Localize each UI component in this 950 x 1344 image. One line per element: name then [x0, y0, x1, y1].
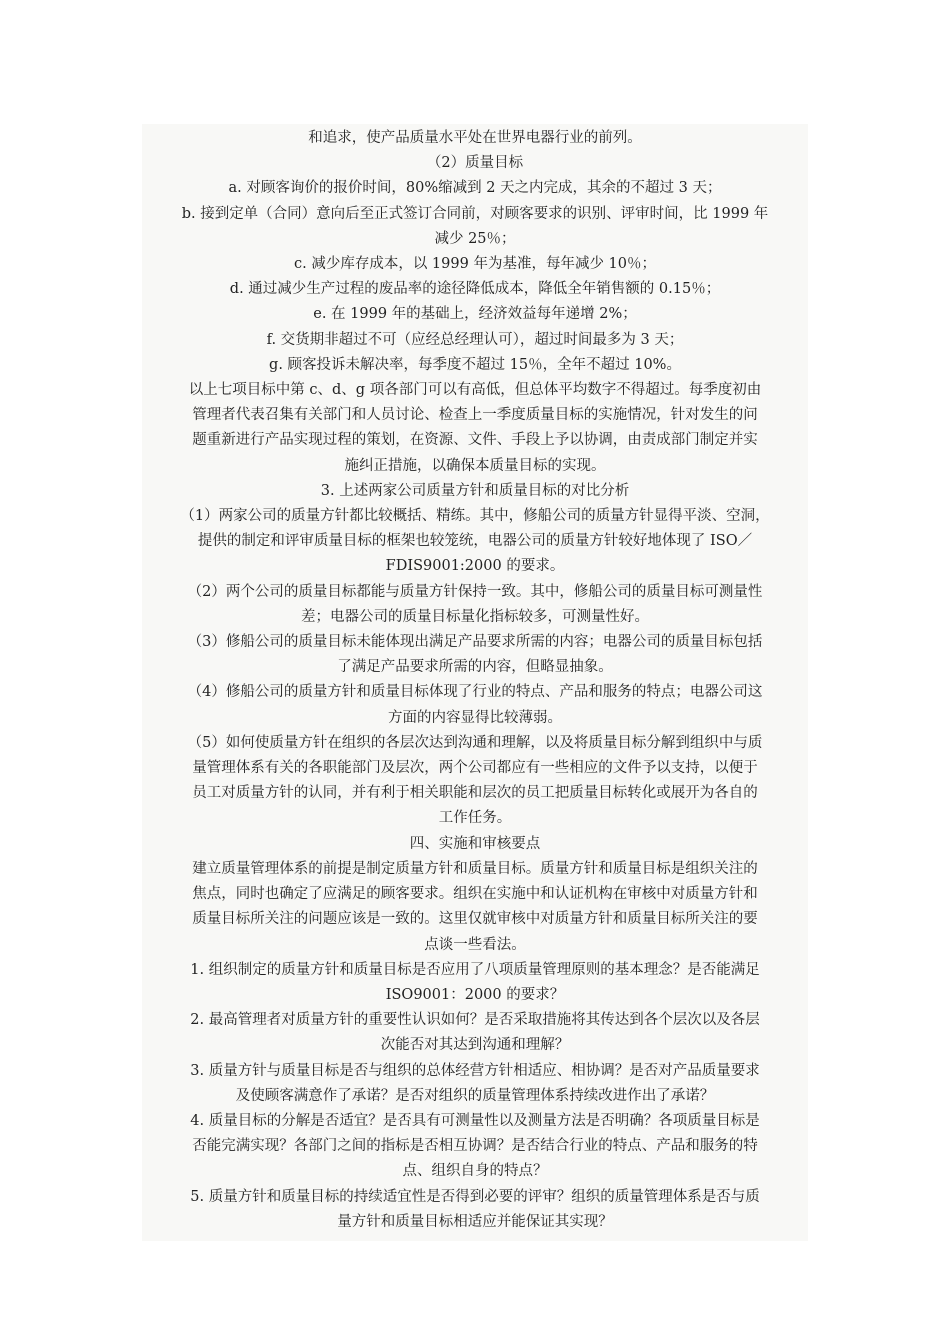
- text-line: 施纠正措施，以确保本质量目标的实现。: [344, 457, 606, 474]
- text-line: 次能否对其达到沟通和理解？: [380, 1037, 570, 1054]
- text-line: 4. 质量目标的分解是否适宜？是否具有可测量性以及测量方法是否明确？各项质量目标是: [190, 1112, 760, 1129]
- text-line: （3）修船公司的质量目标未能体现出满足产品要求所需的内容；电器公司的质量目标包括: [187, 634, 763, 651]
- text-line: 建立质量管理体系的前提是制定质量方针和质量目标。质量方针和质量目标是组织关注的: [192, 860, 758, 877]
- text-line: e. 在 1999 年的基础上，经济效益每年递增 2%；: [313, 306, 637, 323]
- text-line: 量方针和质量目标相适应并能保证其实现？: [337, 1213, 613, 1230]
- text-line: 点谈一些看法。: [424, 936, 526, 953]
- text-line: a. 对顾客询价的报价时间，80%缩减到 2 天之内完成，其余的不超过 3 天；: [228, 180, 722, 197]
- text-line: FDIS9001:2000 的要求。: [385, 558, 565, 575]
- text-line: （2）质量目标: [426, 155, 524, 172]
- text-line: 四、实施和审核要点: [409, 835, 541, 852]
- text-line: 减少 25％；: [434, 230, 516, 247]
- text-line: c. 减少库存成本，以 1999 年为基准，每年减少 10％；: [293, 256, 657, 273]
- text-line: 方面的内容显得比较薄弱。: [388, 709, 562, 726]
- text-line: 管理者代表召集有关部门和人员讨论、检查上一季度质量目标的实施情况，针对发生的问: [192, 407, 758, 424]
- text-line: 否能完满实现？各部门之间的指标是否相互协调？是否结合行业的特点、产品和服务的特: [192, 1138, 758, 1155]
- text-line: 量管理体系有关的各职能部门及层次，两个公司都应有一些相应的文件予以支持，以便于: [192, 760, 758, 777]
- text-line: b. 接到定单（合同）意向后至正式签订合同前，对顾客要求的识别、评审时间，比 1999 年: [181, 205, 769, 222]
- text-line: 5. 质量方针和质量目标的持续适宜性是否得到必要的评审？组织的质量管理体系是否与质: [190, 1188, 760, 1205]
- text-line: d. 通过减少生产过程的废品率的途径降低成本，降低全年销售额的 0.15％；: [229, 281, 721, 298]
- text-line: （4）修船公司的质量方针和质量目标体现了行业的特点、产品和服务的特点；电器公司这: [187, 684, 763, 701]
- text-line: 以上七项目标中第 c、d、g 项各部门可以有高低，但总体平均数字不得超过。每季度初由: [188, 382, 762, 399]
- text-line: 2. 最高管理者对质量方针的重要性认识如何？是否采取措施将其传达到各个层次以及各层: [190, 1012, 760, 1029]
- text-line: f. 交货期非超过不可（应经总经理认可），超过时间最多为 3 天；: [266, 331, 684, 348]
- text-line: 员工对质量方针的认同，并有利于相关职能和层次的员工把质量目标转化或展开为各自的: [192, 785, 758, 802]
- text-line: ISO9001：2000 的要求？: [385, 986, 565, 1003]
- text-line: 和追求，使产品质量水平处在世界电器行业的前列。: [308, 130, 642, 146]
- text-line: （1）两家公司的质量方针都比较概括、精练。其中，修船公司的质量方针显得平淡、空洞，: [180, 508, 770, 525]
- text-line: g. 顾客投诉未解决率，每季度不超过 15％，全年不超过 10%。: [269, 356, 681, 373]
- document-body: [142, 124, 808, 1241]
- text-line: 提供的制定和评审质量目标的框架也较笼统，电器公司的质量方针较好地体现了 ISO／: [197, 533, 753, 550]
- text-line: 题重新进行产品实现过程的策划，在资源、文件、手段上予以协调，由责成部门制定并实: [192, 432, 758, 449]
- text-line: 工作任务。: [438, 810, 512, 827]
- text-line: 点、组织自身的特点？: [402, 1163, 548, 1180]
- text-line: 3. 上述两家公司质量方针和质量目标的对比分析: [320, 482, 630, 499]
- text-line: （2）两个公司的质量目标都能与质量方针保持一致。其中，修船公司的质量目标可测量性: [187, 583, 763, 600]
- text-line: 1. 组织制定的质量方针和质量目标是否应用了八项质量管理原则的基本理念？是否能满足: [190, 961, 760, 978]
- text-line: 3. 质量方针与质量目标是否与组织的总体经营方针相适应、相协调？是否对产品质量要求: [190, 1062, 760, 1079]
- text-line: （5）如何使质量方针在组织的各层次达到沟通和理解，以及将质量目标分解到组织中与质: [187, 734, 763, 751]
- text-line: 了满足产品要求所需的内容，但略显抽象。: [337, 659, 613, 676]
- text-line: 及使顾客满意作了承诺？是否对组织的质量管理体系持续改进作出了承诺？: [235, 1087, 715, 1104]
- text-line: 差；电器公司的质量目标量化指标较多，可测量性好。: [301, 608, 649, 625]
- text-line: 质量目标所关注的问题应该是一致的。这里仅就审核中对质量方针和质量目标所关注的要: [192, 911, 758, 928]
- text-line: 焦点，同时也确定了应满足的顾客要求。组织在实施中和认证机构在审核中对质量方针和: [192, 886, 758, 903]
